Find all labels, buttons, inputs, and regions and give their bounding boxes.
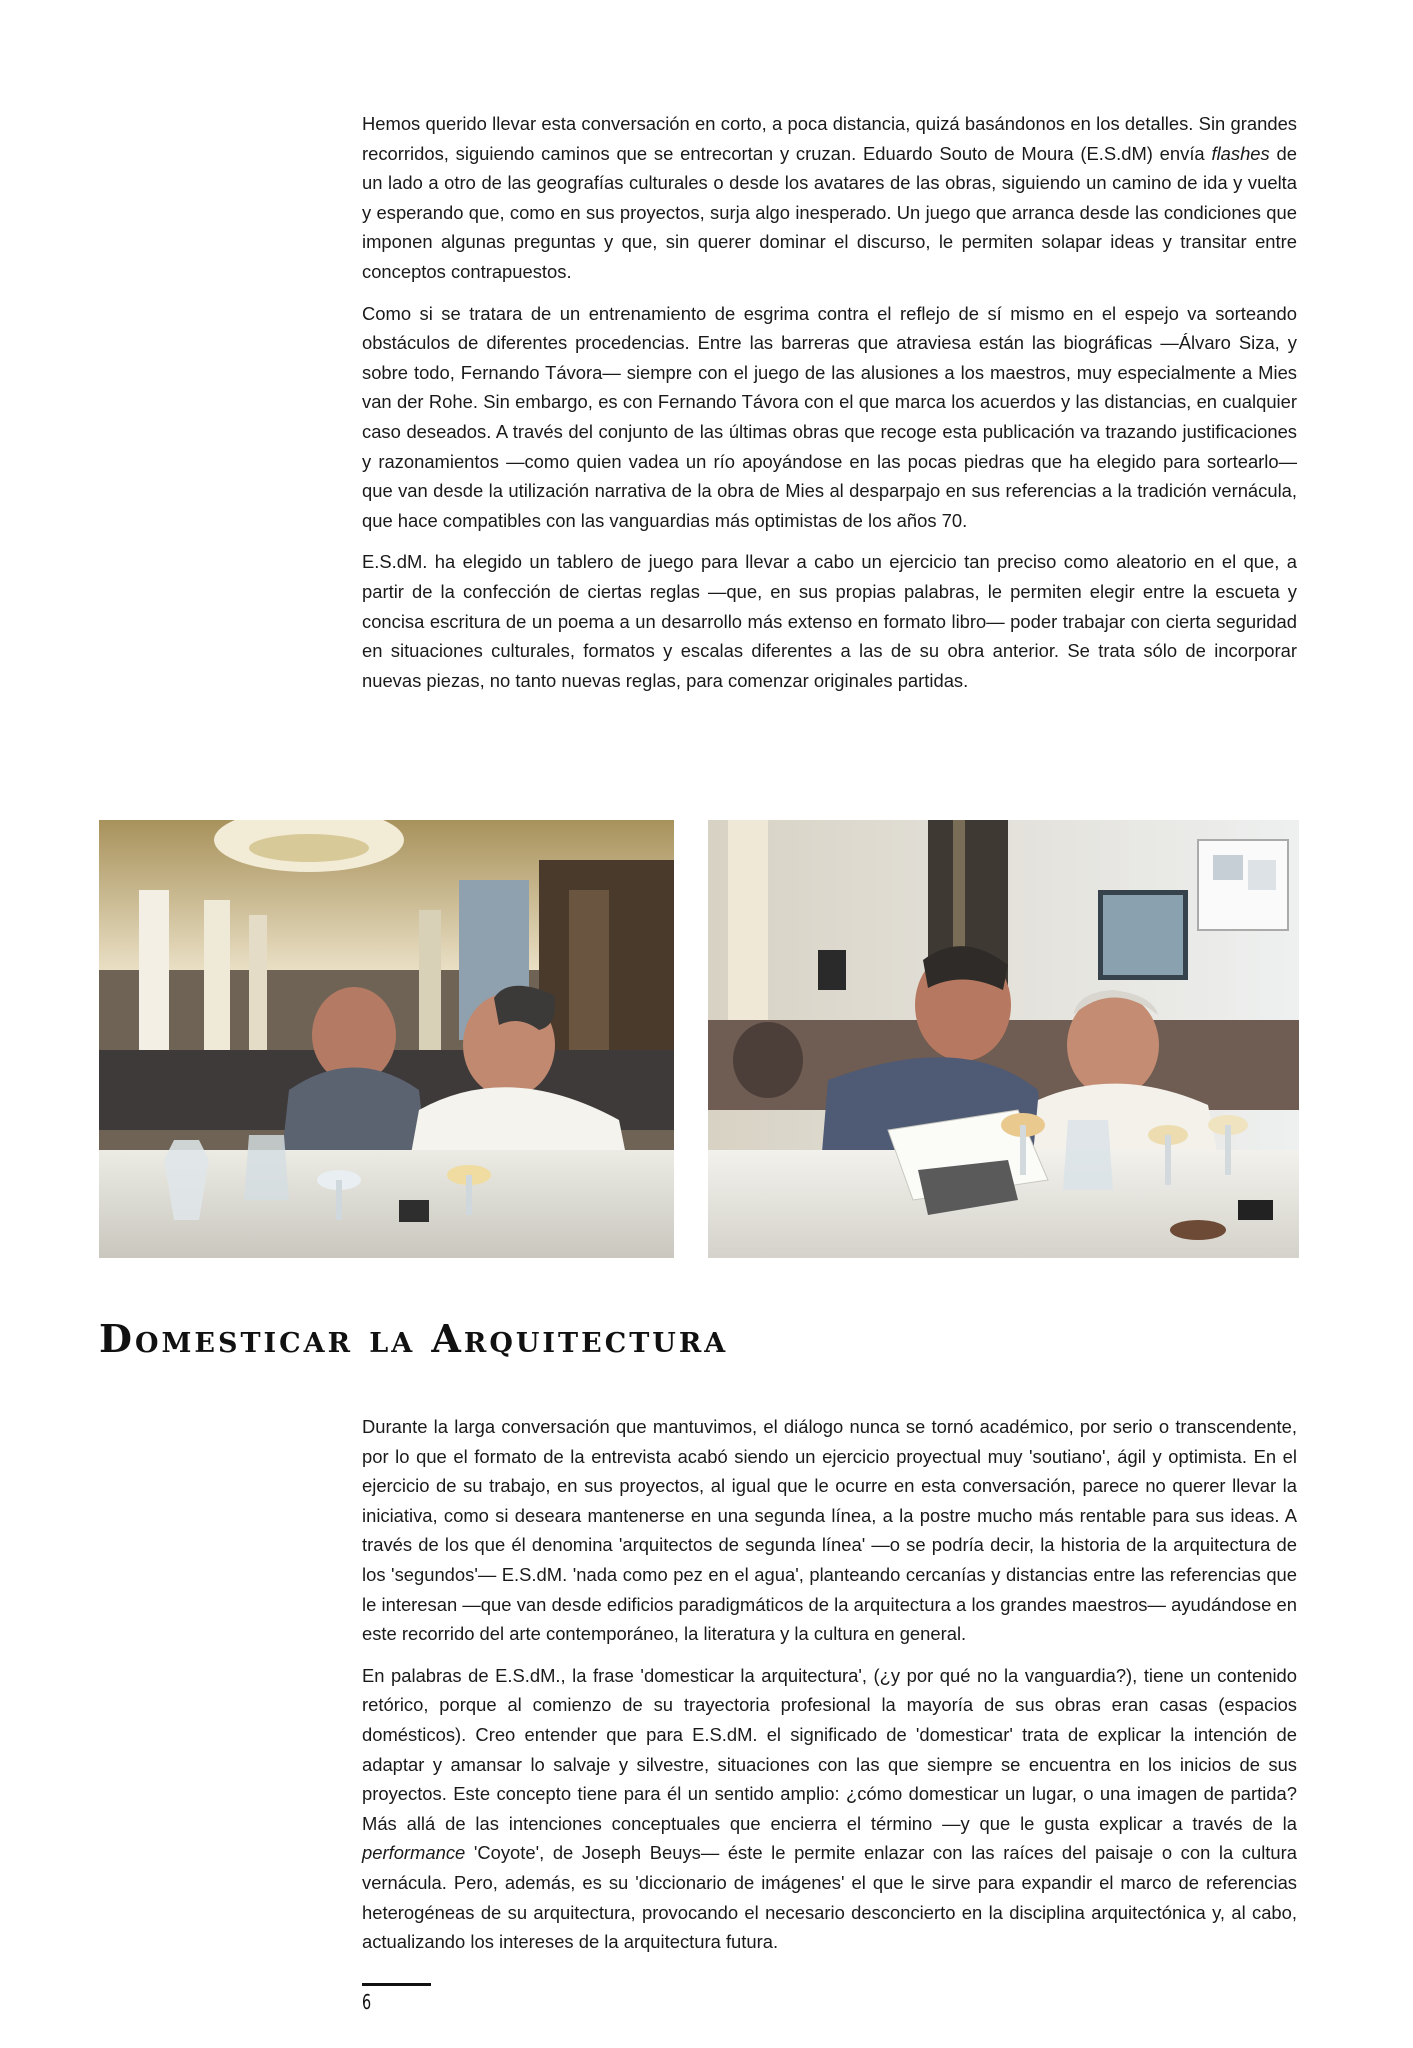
italic-term: flashes [1211,142,1270,164]
text-segment: E.S.dM. ha elegido un tablero de juego para llevar a cabo un ejercicio tan preciso como aleatorio en el que, a partir de la confección de ciertas reglas —que, en sus propias palabras, le permiten elegir entre la escueta y concisa escritura de un poema a un desarrollo más extenso en formato libro— poder trabajar con cierta seguridad en situaciones culturales, formatos y escalas diferentes a las de su obra anterior. Se trata sólo de incorporar nuevas piezas, no tanto nuevas reglas, para comenzar originales partidas. [362,551,1297,691]
body-text [362,1412,1297,1969]
restaurant-photo-left [99,820,674,1258]
page-number-rule [362,1983,431,1986]
section-title: Domesticar la Arquitectura [99,1316,729,1361]
body-paragraph-2 [362,1661,1297,1957]
text-segment: de un lado a otro de las geografías culturales o desde los avatares de las obras, siguiendo un camino de ida y vuelta y esperando que, como en sus proyectos, surja algo inesperado. Un juego que arranca desde las condiciones que imponen algunas preguntas y que, sin querer dominar el discurso, le permiten solapar ideas y transitar entre conceptos contrapuestos. [362,142,1297,282]
text-segment: 'Coyote', de Joseph Beuys— éste le permite enlazar con las raíces del paisaje o con la cultura vernácula. Pero, además, es su 'diccionario de imágenes' el que le sirve para expandir el marco de referencias heterogéneas de su arquitectura, provocando el necesario desconcierto en la disciplina arquitectónica y, al cabo, actualizando los intereses de la arquitectura futura. [362,1842,1297,1953]
intro-paragraph-3 [362,547,1297,695]
body-paragraph-1 [362,1412,1297,1649]
intro-text [362,109,1297,707]
italic-term: performance [362,1842,466,1864]
page-number: 6 [362,1990,372,2014]
intro-paragraph-1 [362,109,1297,287]
intro-paragraph-2 [362,299,1297,536]
restaurant-photo-right [708,820,1299,1258]
text-segment: Como si se tratara de un entrenamiento de esgrima contra el reflejo de sí mismo en el espejo va sorteando obstáculos de diferentes procedencias. Entre las barreras que atraviesa están las biográficas —Álvaro Siza, y sobre todo, Fernando Távora— siempre con el juego de las alusiones a los maestros, muy especialmente a Mies van der Rohe. Sin embargo, es con Fernando Távora con el que marca los acuerdos y las distancias, en cualquier caso deseados. A través del conjunto de las últimas obras que recoge esta publicación va trazando justificaciones y razonamientos —como quien vadea un río apoyándose en las pocas piedras que ha elegido para sortearlo— que van desde la utilización narrativa de la obra de Mies al desparpajo en sus referencias a la tradición vernácula, que hace compatibles con las vanguardias más optimistas de los años 70. [362,302,1297,531]
text-segment: Hemos querido llevar esta conversación en corto, a poca distancia, quizá basándonos en los detalles. Sin grandes recorridos, siguiendo caminos que se entrecortan y cruzan. Eduardo Souto de Moura (E.S.dM) envía [362,113,1297,164]
text-segment: En palabras de E.S.dM., la frase 'domesticar la arquitectura', (¿y por qué no la vanguardia?), tiene un contenido retórico, porque al comienzo de su trayectoria profesional la mayoría de sus obras eran casas (espacios domésticos). Creo entender que para E.S.dM. el significado de 'domesticar' trata de explicar la intención de adaptar y amansar lo salvaje y silvestre, situaciones con las que siempre se encuentra en los inicios de sus proyectos. Este concepto tiene para él un sentido amplio: ¿cómo domesticar un lugar, o una imagen de partida? Más allá de las intenciones conceptuales que encierra el término —y que le gusta explicar a través de la [362,1664,1297,1834]
text-segment: Durante la larga conversación que mantuvimos, el diálogo nunca se tornó académico, por serio o transcendente, por lo que el formato de la entrevista acabó siendo un ejercicio proyectual muy 'soutiano', ágil y optimista. En el ejercicio de su trabajo, en sus proyectos, al igual que le ocurre en esta conversación, parece no querer llevar la iniciativa, como si deseara mantenerse en una segunda línea, a la postre mucho más rentable para sus ideas. A través de los que él denomina 'arquitectos de segunda línea' —o se podría decir, la historia de la arquitectura de los 'segundos'— E.S.dM. 'nada como pez en el agua', planteando cercanías y distancias entre las referencias que le interesan —que van desde edificios paradigmáticos de la arquitectura a los grandes maestros— ayudándose en este recorrido del arte contemporáneo, la literatura y la cultura en general. [362,1416,1297,1645]
